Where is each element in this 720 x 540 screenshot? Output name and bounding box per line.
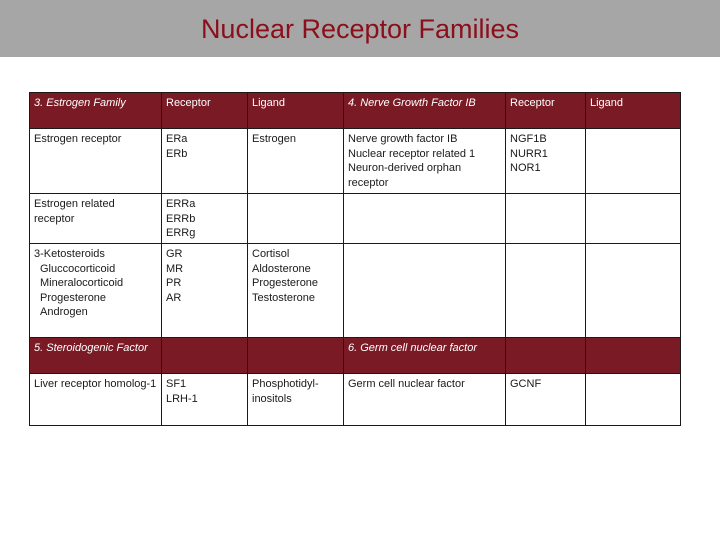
cell-receptor: ERRa ERRb ERRg (162, 194, 248, 244)
table-row (30, 194, 681, 244)
cell-ligand (248, 194, 344, 244)
receptor-table (29, 92, 681, 426)
cell-receptor-2: GCNF (506, 374, 586, 426)
cell-family: Liver receptor homolog-1 (30, 374, 162, 426)
header-row (30, 93, 681, 129)
cell-family-2: Germ cell nuclear factor (344, 374, 506, 426)
cell-ligand: Estrogen (248, 129, 344, 194)
header-receptor-2: Receptor (506, 93, 586, 129)
cell-receptor-2: NGF1B NURR1 NOR1 (506, 129, 586, 194)
section-blank (506, 338, 586, 374)
cell-ligand-2 (586, 374, 681, 426)
cell-ligand-2 (586, 129, 681, 194)
table-row (30, 244, 681, 338)
cell-family-2 (344, 244, 506, 338)
header-nerve-growth-factor: 4. Nerve Growth Factor IB (344, 93, 506, 129)
cell-ligand: Cortisol Aldosterone Progesterone Testosterone (248, 244, 344, 338)
header-ligand-2: Ligand (586, 93, 681, 129)
cell-receptor: GR MR PR AR (162, 244, 248, 338)
cell-family: Estrogen receptor (30, 129, 162, 194)
ketosteroid-item: Androgen (40, 306, 88, 318)
table-row (30, 129, 681, 194)
header-receptor: Receptor (162, 93, 248, 129)
ketosteroid-item: Progesterone (40, 291, 107, 304)
cell-ligand: Phosphotidyl-inositols (248, 374, 344, 426)
section-steroidogenic-factor: 5. Steroidogenic Factor (30, 338, 162, 374)
cell-receptor-2 (506, 244, 586, 338)
cell-ligand-2 (586, 244, 681, 338)
cell-family-2: Nerve growth factor IB Nuclear receptor related 1 Neuron-derived orphan receptor (344, 129, 506, 194)
cell-family: Estrogen related receptor (30, 194, 162, 244)
section-blank (586, 338, 681, 374)
header-ligand: Ligand (248, 93, 344, 129)
header-estrogen-family: 3. Estrogen Family (30, 93, 162, 129)
section-germ-cell-factor: 6. Germ cell nuclear factor (344, 338, 506, 374)
section-blank (248, 338, 344, 374)
cell-receptor: ERa ERb (162, 129, 248, 194)
section-blank (162, 338, 248, 374)
table-row (30, 374, 681, 426)
cell-receptor: SF1 LRH-1 (162, 374, 248, 426)
slide-title: Nuclear Receptor Families (200, 14, 520, 44)
cell-receptor-2 (506, 194, 586, 244)
cell-ligand-2 (586, 194, 681, 244)
ketosteroids-label: 3-Ketosteroids (34, 248, 105, 260)
cell-family (30, 244, 162, 338)
ketosteroid-item: Gluccocorticoid (40, 262, 116, 275)
section-row (30, 338, 681, 374)
ketosteroid-item: Mineralocorticoid (40, 277, 124, 289)
cell-family-2 (344, 194, 506, 244)
